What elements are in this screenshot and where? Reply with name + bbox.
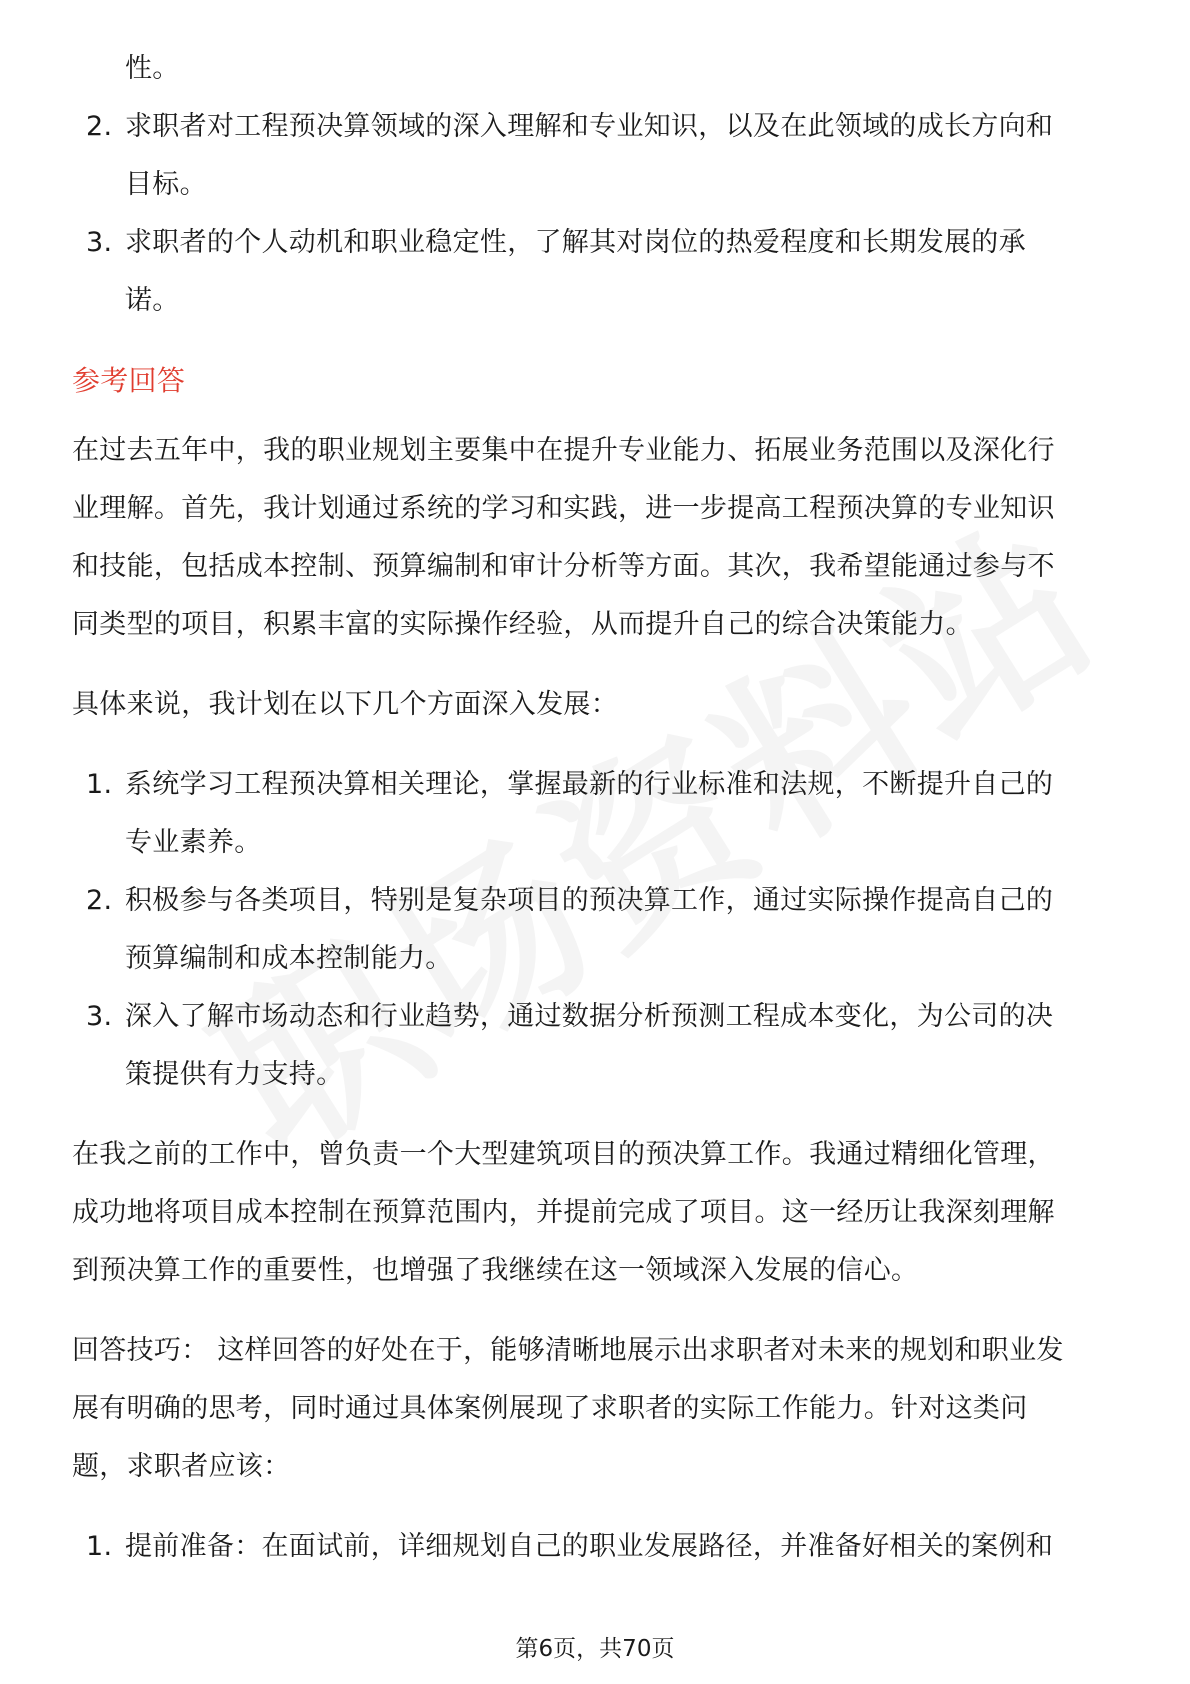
paragraph-line: 题，求职者应该： bbox=[72, 1451, 291, 1482]
list-number: 2. bbox=[86, 885, 113, 916]
list-item-line: 策提供有力支持。 bbox=[125, 1059, 344, 1090]
list-item bbox=[72, 214, 1118, 330]
list-number: 3. bbox=[86, 1001, 113, 1032]
list-item-line: 诺。 bbox=[125, 285, 180, 316]
list-number: 1. bbox=[86, 769, 113, 800]
list-item-line: 专业素养。 bbox=[125, 827, 262, 858]
list-item-line: 目标。 bbox=[125, 169, 207, 200]
list-item-line: 深入了解市场动态和行业趋势，通过数据分析预测工程成本变化，为公司的决 bbox=[125, 1001, 1054, 1032]
list-number: 1. bbox=[86, 1531, 113, 1562]
list-item bbox=[72, 988, 1118, 1104]
paragraph-line: 在我之前的工作中，曾负责一个大型建筑项目的预决算工作。我通过精细化管理， bbox=[72, 1139, 1055, 1170]
list-number: 2. bbox=[86, 111, 113, 142]
page-footer: 第6页，共70页 bbox=[515, 1636, 675, 1662]
list-item-line: 积极参与各类项目，特别是复杂项目的预决算工作，通过实际操作提高自己的 bbox=[125, 885, 1054, 916]
paragraph-line: 展有明确的思考，同时通过具体案例展现了求职者的实际工作能力。针对这类问 bbox=[72, 1393, 1028, 1424]
list-item-continuation: 性。 bbox=[125, 53, 180, 84]
list-item bbox=[72, 1518, 1118, 1576]
paragraph-line: 回答技巧： 这样回答的好处在于，能够清晰地展示出求职者对未来的规划和职业发 bbox=[72, 1335, 1064, 1366]
section-heading: 参考回答 bbox=[72, 364, 186, 397]
list-item bbox=[72, 98, 1118, 214]
paragraph-line: 到预决算工作的重要性，也增强了我继续在这一领域深入发展的信心。 bbox=[72, 1255, 919, 1286]
plan-list bbox=[72, 756, 1118, 1104]
page-content bbox=[72, 40, 1118, 1576]
paragraph-line: 在过去五年中，我的职业规划主要集中在提升专业能力、拓展业务范围以及深化行 bbox=[72, 435, 1055, 466]
tips-list bbox=[72, 1518, 1118, 1576]
paragraph: 具体来说，我计划在以下几个方面深入发展： bbox=[72, 689, 618, 720]
list-item-line: 提前准备：在面试前，详细规划自己的职业发展路径，并准备好相关的案例和 bbox=[125, 1531, 1054, 1562]
paragraph-line: 同类型的项目，积累丰富的实际操作经验，从而提升自己的综合决策能力。 bbox=[72, 609, 973, 640]
list-item bbox=[72, 872, 1118, 988]
paragraph bbox=[72, 1126, 1118, 1300]
list-item bbox=[72, 756, 1118, 872]
paragraph-line: 和技能，包括成本控制、预算编制和审计分析等方面。其次，我希望能通过参与不 bbox=[72, 551, 1055, 582]
list-item-line: 求职者的个人动机和职业稳定性，了解其对岗位的热爱程度和长期发展的承 bbox=[125, 227, 1026, 258]
list-number: 3. bbox=[86, 227, 113, 258]
list-item-line: 求职者对工程预决算领域的深入理解和专业知识，以及在此领域的成长方向和 bbox=[125, 111, 1054, 142]
intro-list bbox=[72, 98, 1118, 330]
list-item-line: 系统学习工程预决算相关理论，掌握最新的行业标准和法规，不断提升自己的 bbox=[125, 769, 1054, 800]
tips-paragraph bbox=[72, 1322, 1118, 1496]
paragraph bbox=[72, 422, 1118, 654]
paragraph-line: 业理解。首先，我计划通过系统的学习和实践，进一步提高工程预决算的专业知识 bbox=[72, 493, 1055, 524]
list-item-line: 预算编制和成本控制能力。 bbox=[125, 943, 453, 974]
paragraph-line: 成功地将项目成本控制在预算范围内，并提前完成了项目。这一经历让我深刻理解 bbox=[72, 1197, 1055, 1228]
